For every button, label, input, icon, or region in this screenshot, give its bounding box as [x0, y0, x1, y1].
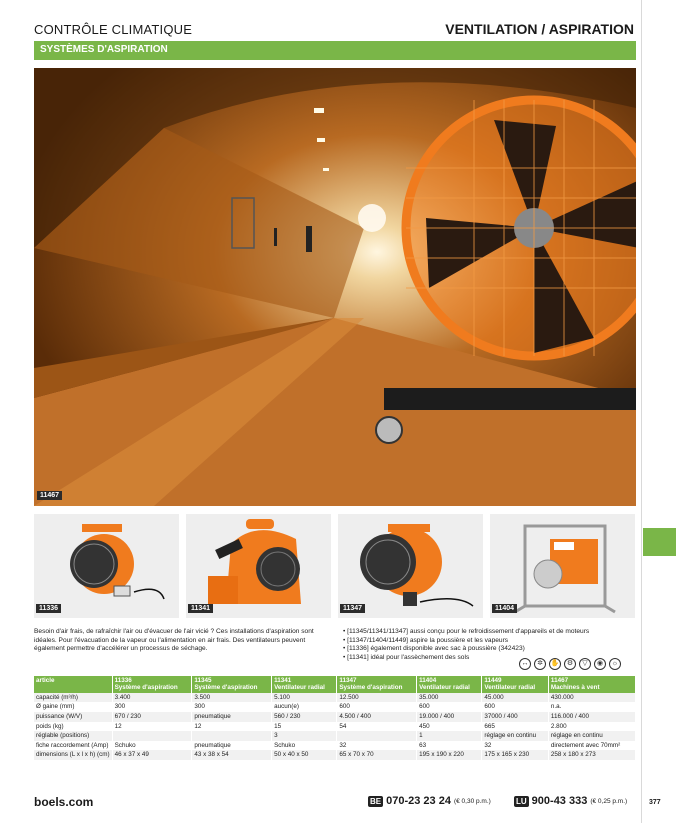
row-label: fiche raccordement (Amp) [34, 741, 112, 751]
feature-item: • [11345/11341/11347] aussi conçu pour le refroidissement d'appareils et de moteurs [343, 628, 636, 637]
article-tag-11404: 11404 [492, 604, 517, 613]
table-cell: 300 [112, 702, 192, 712]
table-cell: 430.000 [548, 693, 635, 703]
table-row [34, 722, 636, 732]
table-row [34, 731, 636, 741]
table-cell: 4.500 / 400 [337, 712, 417, 722]
table-row [34, 750, 636, 760]
table-cell: pneumatique [192, 712, 272, 722]
filter-icon: ▽ [579, 658, 591, 670]
table-row [34, 693, 636, 703]
phone-belgium [368, 795, 491, 807]
row-label: capacité (m³/h) [34, 693, 112, 703]
column-header: 11341 Ventilateur radial [272, 676, 337, 693]
product-image-axial-fan [34, 514, 179, 618]
table-cell [192, 731, 272, 741]
phone-number-be: 070-23 23 24 [386, 795, 451, 807]
table-cell: pneumatique [192, 741, 272, 751]
column-header: 11404 Ventilateur radial [417, 676, 482, 693]
table-cell: 175 x 165 x 230 [482, 750, 549, 760]
table-row [34, 712, 636, 722]
table-cell: 19.000 / 400 [417, 712, 482, 722]
table-cell: 63 [417, 741, 482, 751]
table-cell: Schuko [112, 741, 192, 751]
table-header-row [34, 676, 636, 693]
article-tag-11347: 11347 [340, 604, 365, 613]
product-image-radial-blower [186, 514, 331, 618]
table-cell: 12 [192, 722, 272, 732]
fan-icon: ✲ [534, 658, 546, 670]
table-cell: 195 x 190 x 220 [417, 750, 482, 760]
row-label: Ø gaine (mm) [34, 702, 112, 712]
column-header: 11336 Système d'aspiration [112, 676, 192, 693]
phone-rate-lu: (€ 0,25 p.m.) [590, 797, 628, 805]
table-cell: 65 x 70 x 70 [337, 750, 417, 760]
table-cell: 37000 / 400 [482, 712, 549, 722]
feature-item: • [11347/11404/11449] aspire la poussière et les vapeurs [343, 637, 636, 646]
table-cell: n.a. [548, 702, 635, 712]
table-cell: 450 [417, 722, 482, 732]
table-cell: 12 [112, 722, 192, 732]
table-cell: 32 [482, 741, 549, 751]
table-row [34, 702, 636, 712]
margin-divider [641, 0, 642, 823]
intro-paragraph: Besoin d'air frais, de rafraîchir l'air ou d'évacuer de l'air vicié ? Ces installations d'aspiration sont idéales. Pour l'évacuation de la vapeur ou l'alimentation en air frais. Des ventilateurs peuvent également permettre d'accélérer un processus de séchage. [34, 628, 314, 653]
thumbnail-11336 [34, 514, 179, 618]
specification-table [34, 676, 636, 760]
table-cell [337, 731, 417, 741]
column-header: 11467 Machines à vent [548, 676, 635, 693]
table-cell: 32 [337, 741, 417, 751]
table-cell: 300 [192, 702, 272, 712]
table-cell: 35.000 [417, 693, 482, 703]
cable-icon: ↔ [519, 658, 531, 670]
table-cell: réglage en continu [482, 731, 549, 741]
table-cell: 15 [272, 722, 337, 732]
product-image-extraction-fan [338, 514, 483, 618]
country-code-lu: LU [516, 796, 527, 806]
table-cell: 600 [337, 702, 417, 712]
tool-icon: ⚙ [564, 658, 576, 670]
feature-item: • [11341] idéal pour l'assèchement des sols [343, 654, 636, 663]
brand-link[interactable]: boels.com [34, 795, 94, 809]
section-title: SYSTÈMES D'ASPIRATION [34, 41, 636, 60]
row-label: puissance (W/V) [34, 712, 112, 722]
phone-number-lu: 900-43 333 [531, 795, 588, 807]
table-cell [112, 731, 192, 741]
hand-icon: ✋ [549, 658, 561, 670]
table-cell: 54 [337, 722, 417, 732]
article-tag-11336: 11336 [36, 604, 61, 613]
table-row [34, 741, 636, 751]
table-cell: 43 x 38 x 54 [192, 750, 272, 760]
thumbnail-11404 [490, 514, 635, 618]
table-cell: 600 [417, 702, 482, 712]
table-cell: 3 [272, 731, 337, 741]
table-cell: 560 / 230 [272, 712, 337, 722]
page-title: VENTILATION / ASPIRATION [445, 21, 634, 37]
category-heading: CONTRÔLE CLIMATIQUE [34, 22, 193, 37]
table-cell: 258 x 180 x 273 [548, 750, 635, 760]
table-cell: 3.500 [192, 693, 272, 703]
phone-rate-be: (€ 0,30 p.m.) [453, 797, 491, 805]
column-header: 11347 Système d'aspiration [337, 676, 417, 693]
section-side-tab [643, 528, 676, 556]
thumbnail-11347 [338, 514, 483, 618]
table-cell: 5.100 [272, 693, 337, 703]
table-cell: 665 [482, 722, 549, 732]
row-label: dimensions (L x l x h) (cm) [34, 750, 112, 760]
table-cell: 50 x 40 x 50 [272, 750, 337, 760]
page-number: 377 [649, 799, 661, 806]
column-header: 11345 Système d'aspiration [192, 676, 272, 693]
product-image-framed-radial-fan [490, 514, 635, 618]
article-tag-11341: 11341 [188, 604, 213, 613]
table-cell: réglage en continu [548, 731, 635, 741]
row-label: poids (kg) [34, 722, 112, 732]
table-cell: 45.000 [482, 693, 549, 703]
table-cell: 670 / 230 [112, 712, 192, 722]
table-cell: 3.400 [112, 693, 192, 703]
table-cell: 12.500 [337, 693, 417, 703]
table-cell: 1 [417, 731, 482, 741]
table-cell: Schuko [272, 741, 337, 751]
country-code-be: BE [370, 796, 382, 806]
table-header-label: article [34, 676, 112, 693]
phone-luxembourg [514, 795, 627, 807]
gear-icon: ☼ [609, 658, 621, 670]
table-cell: 46 x 37 x 49 [112, 750, 192, 760]
feature-item: • [11336] également disponible avec sac à poussière (342423) [343, 645, 636, 654]
table-cell: directement avec 70mm² [548, 741, 635, 751]
hero-image-tunnel-fan [34, 68, 636, 506]
table-cell: 600 [482, 702, 549, 712]
table-cell: 2.800 [548, 722, 635, 732]
hero-article-tag: 11467 [37, 491, 62, 500]
shield-icon: ◉ [594, 658, 606, 670]
tunnel-illustration [34, 68, 636, 506]
table-cell: aucun(e) [272, 702, 337, 712]
row-label: réglable (positions) [34, 731, 112, 741]
pictogram-row [519, 658, 621, 670]
thumbnail-11341 [186, 514, 331, 618]
column-header: 11449 Ventilateur radial [482, 676, 549, 693]
table-cell: 116.000 / 400 [548, 712, 635, 722]
